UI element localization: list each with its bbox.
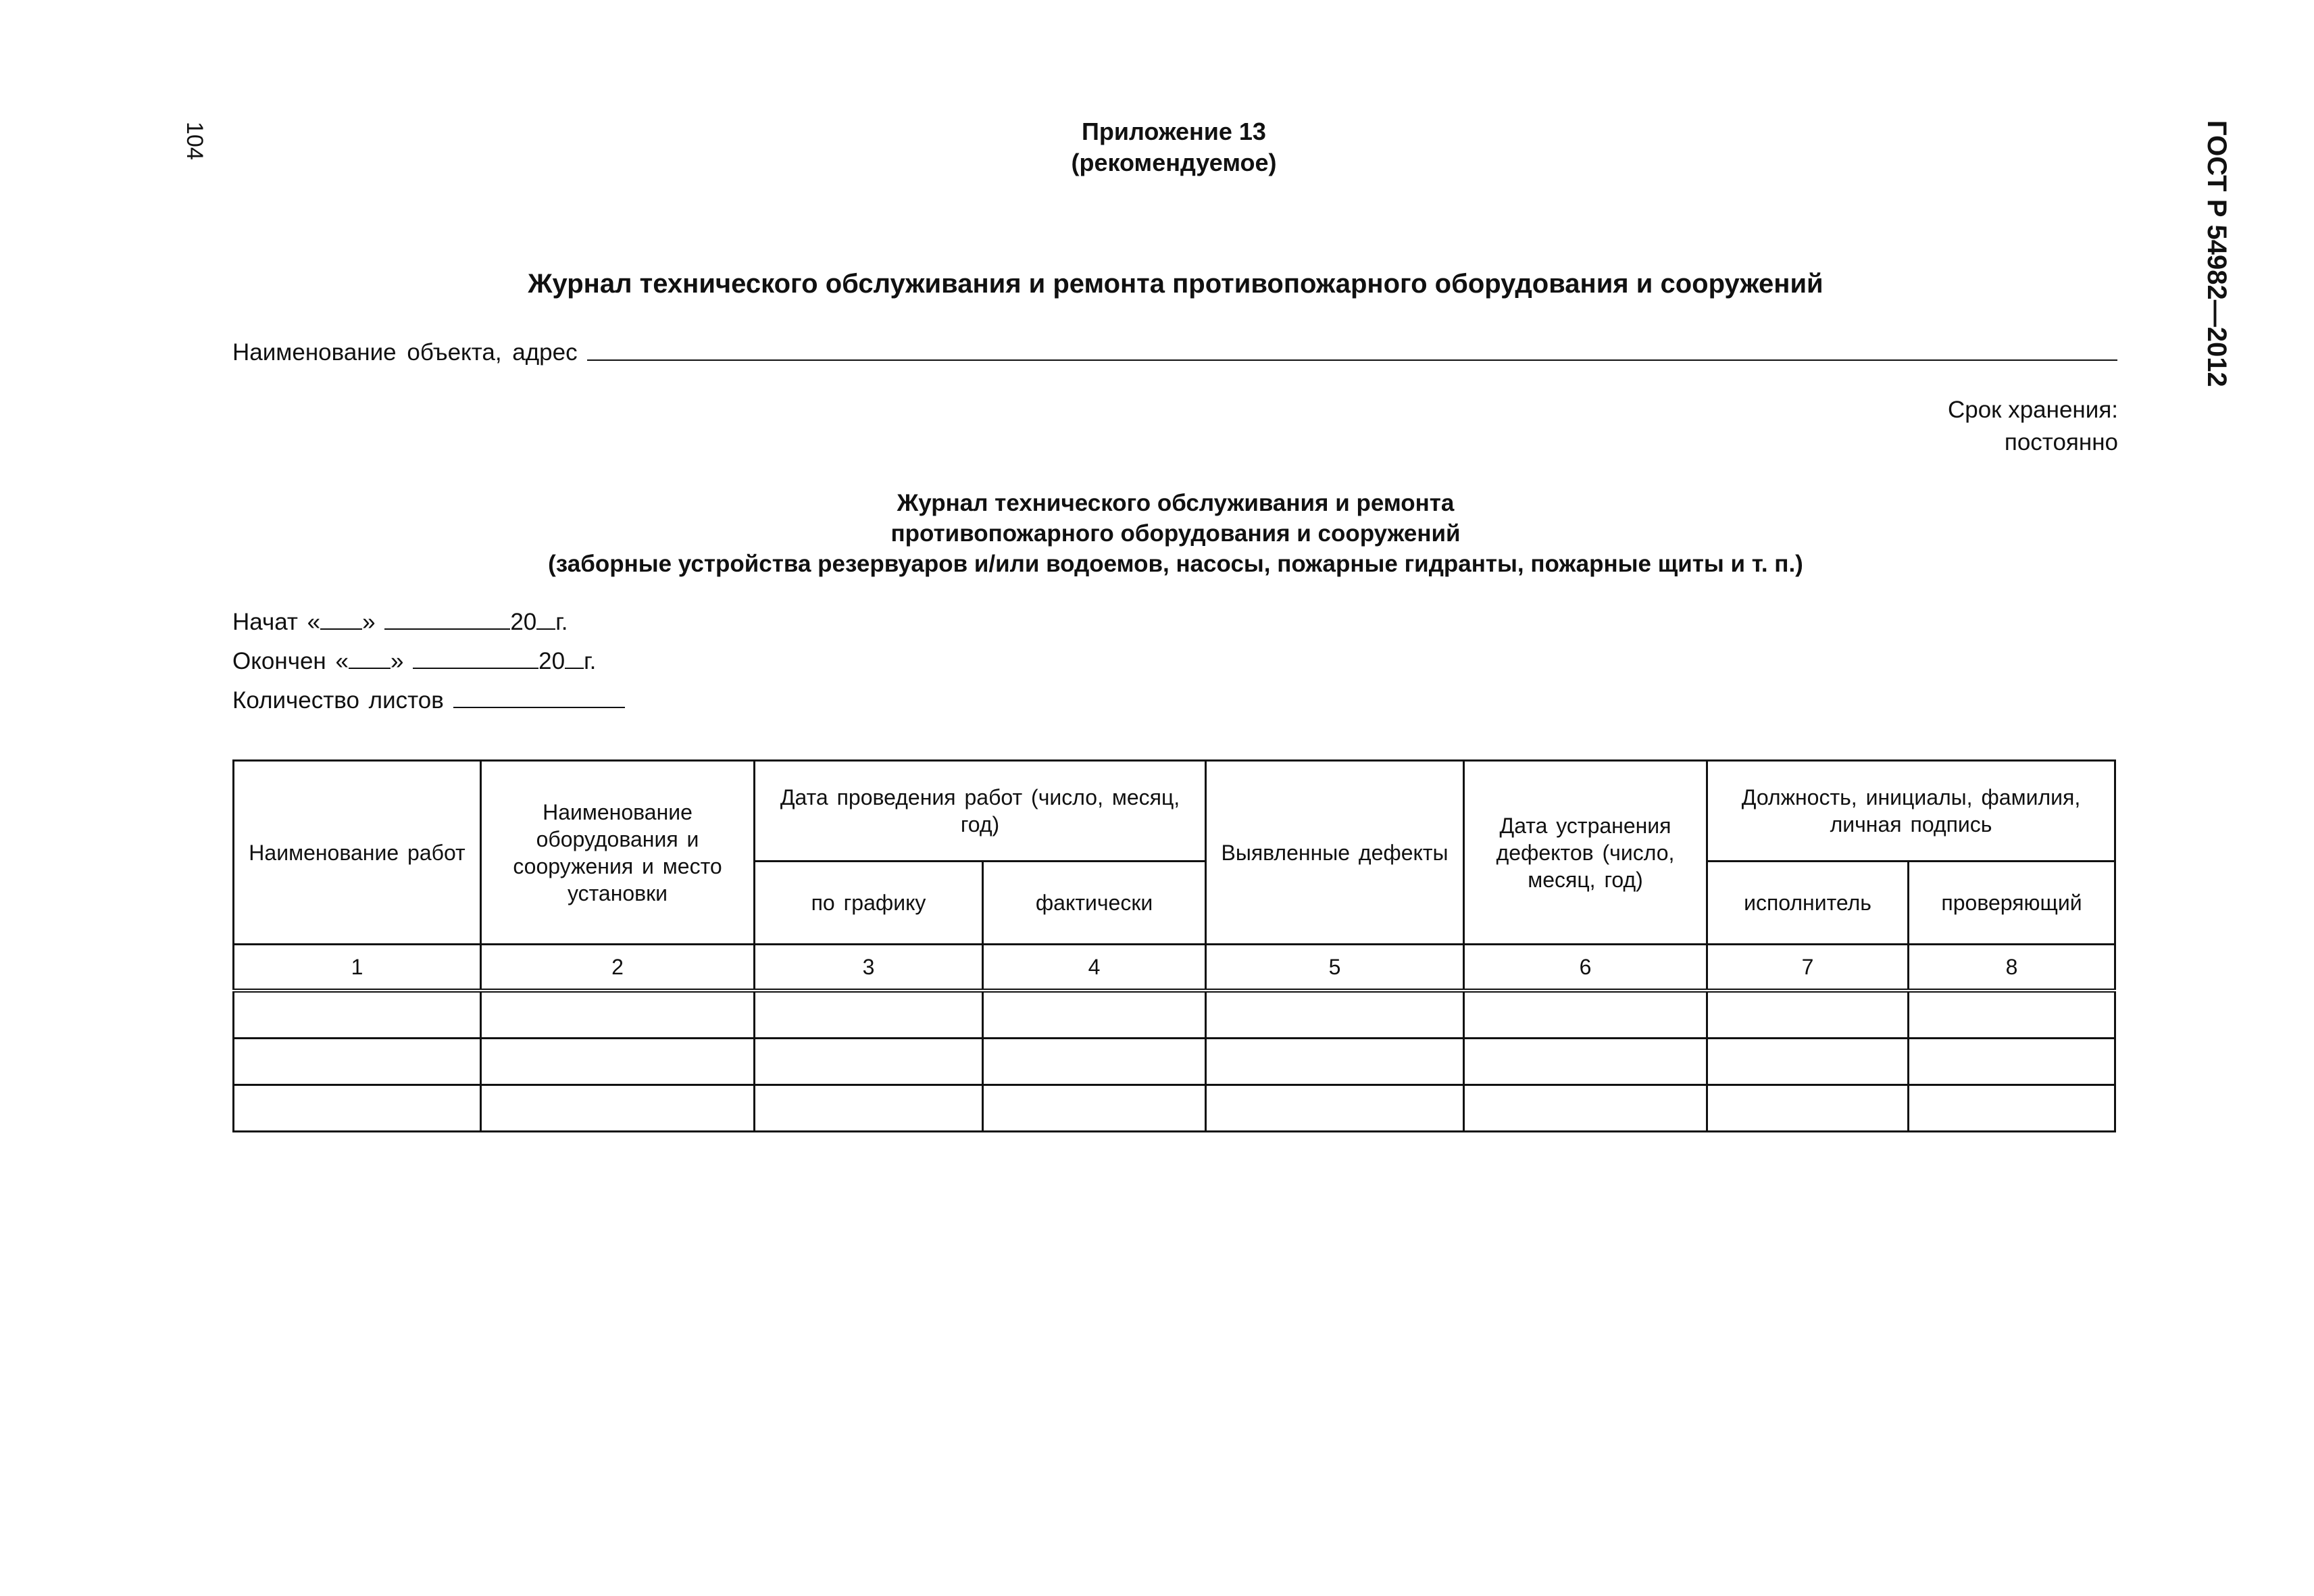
column-number: 1 <box>234 945 481 991</box>
header-position: Должность, инициалы, фамилия, личная подпись <box>1707 761 2115 862</box>
header-actual: фактически <box>983 862 1206 945</box>
table-row <box>234 1039 2115 1085</box>
ended-year-blank[interactable] <box>565 647 584 669</box>
header-row-1 <box>234 761 2115 862</box>
column-number: 7 <box>1707 945 1909 991</box>
started-line <box>232 608 568 636</box>
ended-line <box>232 647 596 675</box>
table-cell[interactable] <box>1206 991 1464 1039</box>
started-year-blank[interactable] <box>536 608 555 630</box>
header-fix-date: Дата устранения дефектов (число, месяц, год) <box>1464 761 1707 945</box>
header-equipment: Наименование оборудования и сооружения и место установки <box>481 761 755 945</box>
started-label: Начат <box>232 609 298 635</box>
journal-table <box>232 759 2116 1132</box>
table-cell[interactable] <box>983 991 1206 1039</box>
ended-day-blank[interactable] <box>349 647 391 669</box>
header-by-schedule: по графику <box>755 862 983 945</box>
table-cell[interactable] <box>481 1085 755 1132</box>
sheets-label: Количество листов <box>232 687 444 714</box>
table-cell[interactable] <box>983 1039 1206 1085</box>
table-row <box>234 1085 2115 1132</box>
journal-title-line1: Журнал технического обслуживания и ремонта <box>897 490 1455 516</box>
table-cell[interactable] <box>755 991 983 1039</box>
quote-open: « <box>335 648 349 674</box>
table-cell[interactable] <box>755 1085 983 1132</box>
ended-label: Окончен <box>232 648 326 674</box>
journal-title <box>230 488 2121 579</box>
table-cell[interactable] <box>1707 1039 1909 1085</box>
object-name-blank[interactable] <box>587 359 2117 361</box>
table-cell[interactable] <box>1464 1039 1707 1085</box>
table-cell[interactable] <box>234 991 481 1039</box>
table-cell[interactable] <box>234 1085 481 1132</box>
table-row <box>234 991 2115 1039</box>
journal-title-line3: (заборные устройства резервуаров и/или водоемов, насосы, пожарные гидранты, пожарные щиты и т. п.) <box>548 551 1803 577</box>
object-name-line <box>232 335 2117 366</box>
standard-code: ГОСТ Р 54982—2012 <box>2202 120 2232 387</box>
header-inspector: проверяющий <box>1909 862 2115 945</box>
quote-open: « <box>307 609 321 635</box>
table-cell[interactable] <box>1206 1039 1464 1085</box>
table-cell[interactable] <box>1909 1039 2115 1085</box>
column-number: 8 <box>1909 945 2115 991</box>
appendix-subtitle: (рекомендуемое) <box>1071 149 1277 176</box>
table-cell[interactable] <box>481 1039 755 1085</box>
quote-close: » <box>362 609 376 635</box>
appendix-title: Приложение 13 <box>1082 118 1266 145</box>
table-cell[interactable] <box>1464 1085 1707 1132</box>
page-number: 104 <box>182 122 207 160</box>
storage-value: постоянно <box>2004 429 2118 455</box>
column-number: 2 <box>481 945 755 991</box>
table-cell[interactable] <box>234 1039 481 1085</box>
journal-title-line2: противопожарного оборудования и сооружений <box>890 520 1461 547</box>
table-cell[interactable] <box>755 1039 983 1085</box>
header-work-name: Наименование работ <box>234 761 481 945</box>
storage-label: Срок хранения: <box>1947 397 2118 423</box>
object-label: Наименование объекта, адрес <box>232 339 578 366</box>
column-number: 5 <box>1206 945 1464 991</box>
year-prefix: 20 <box>538 648 565 674</box>
sheets-line <box>232 687 625 714</box>
column-number: 4 <box>983 945 1206 991</box>
table-cell[interactable] <box>983 1085 1206 1132</box>
table-cell[interactable] <box>1464 991 1707 1039</box>
header-work-date: Дата проведения работ (число, месяц, год) <box>755 761 1206 862</box>
column-number: 3 <box>755 945 983 991</box>
sheets-blank[interactable] <box>453 687 625 708</box>
column-number: 6 <box>1464 945 1707 991</box>
header-performer: исполнитель <box>1707 862 1909 945</box>
year-prefix: 20 <box>510 609 537 635</box>
started-day-blank[interactable] <box>320 608 362 630</box>
quote-close: » <box>390 648 404 674</box>
year-suffix: г. <box>555 609 568 635</box>
table-cell[interactable] <box>1707 991 1909 1039</box>
column-number-row <box>234 945 2115 991</box>
storage-period <box>1948 394 2118 459</box>
ended-month-blank[interactable] <box>413 647 538 669</box>
header-defects: Выявленные дефекты <box>1206 761 1464 945</box>
table-cell[interactable] <box>481 991 755 1039</box>
table-cell[interactable] <box>1707 1085 1909 1132</box>
started-month-blank[interactable] <box>384 608 510 630</box>
appendix-heading <box>0 116 2314 178</box>
table-cell[interactable] <box>1206 1085 1464 1132</box>
year-suffix: г. <box>584 648 597 674</box>
table-cell[interactable] <box>1909 1085 2115 1132</box>
table-cell[interactable] <box>1909 991 2115 1039</box>
main-title: Журнал технического обслуживания и ремонта противопожарного оборудования и сооружений <box>528 269 1823 299</box>
